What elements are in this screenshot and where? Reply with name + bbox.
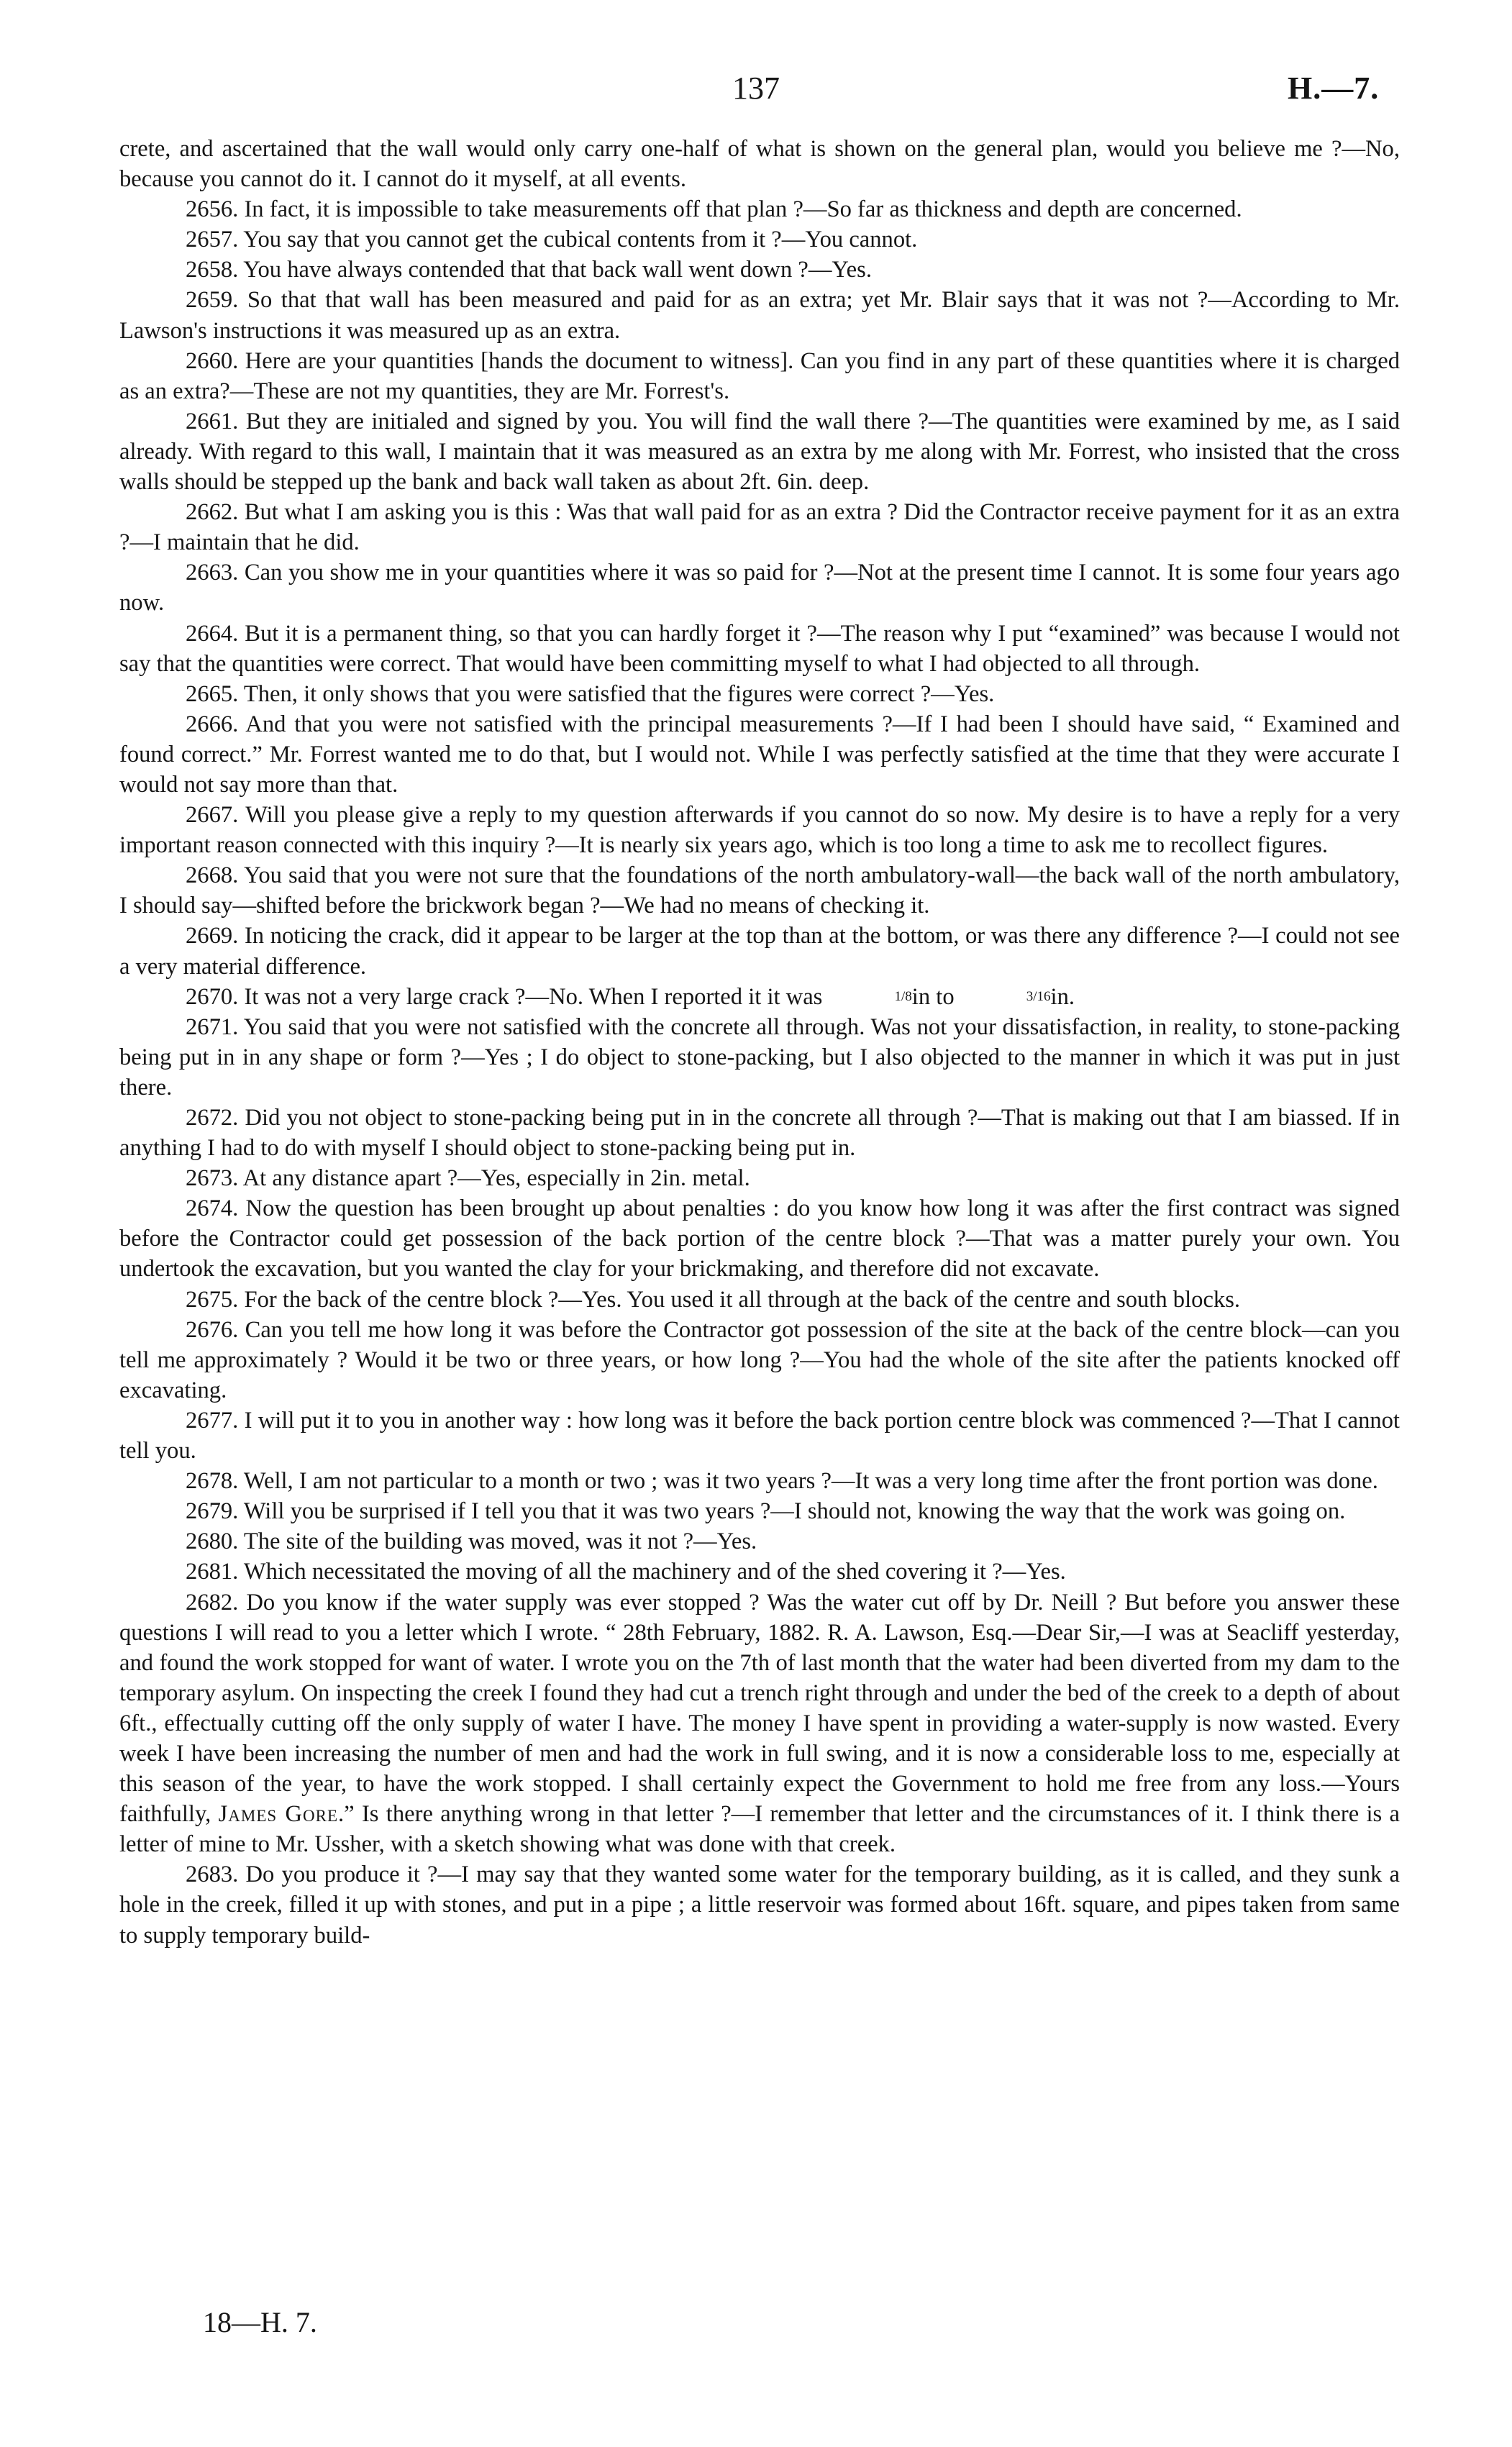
paragraph-2660: 2660. Here are your quantities [hands the document to witness]. Can you find in any part of these quantities where it is charged as an extra?—These are not my quantities, they are Mr. Forrest's. [119,347,1400,404]
paragraph-2679: 2679. Will you be surprised if I tell you that it was two years ?—I should not, knowing the way that the work was going on. [186,1498,1346,1525]
paragraph-2680: 2680. The site of the building was moved, was it not ?—Yes. [186,1528,757,1555]
paragraph-2665: 2665. Then, it only shows that you were satisfied that the figures were correct ?—Yes. [186,680,995,707]
page-body [119,134,1400,1951]
paragraph-2674: 2674. Now the question has been brought up about penalties : do you know how long it was after the first contract was signed before the Contractor could get possession of the back portion of the centre block ?—That was a matter purely your own. You undertook the excavation, but you wanted the clay for your brickmaking, and therefore did not excavate. [119,1195,1400,1282]
paragraph-2681: 2681. Which necessitated the moving of all the machinery and of the shed covering it ?—Yes. [186,1559,1066,1585]
paragraph-2664: 2664. But it is a permanent thing, so that you can hardly forget it ?—The reason why I put “examined” was because I would not say that the quantities were correct. That would have been committing myself to what I had objected to all through. [119,620,1400,677]
fraction-numerator: 3 [1026,988,1034,1004]
paragraph-2657: 2657. You say that you cannot get the cubical contents from it ?—You cannot. [186,227,918,253]
paragraph-2682 [119,1587,1400,1860]
paragraph-2659: 2659. So that that wall has been measured and paid for as an extra; yet Mr. Blair says that it was not ?—According to Mr. Lawson's instructions it was measured up as an extra. [119,287,1400,344]
paragraph-continuation: crete, and ascertained that the wall would only carry one-half of what is shown on the general plan, would you believe me ?—No, because you cannot do it. I cannot do it myself, at all events. [119,136,1400,193]
letter-signature: James Gore [218,1801,339,1828]
page-number: 137 [732,70,780,106]
paragraph-2676: 2676. Can you tell me how long it was before the Contractor got possession of the site at the back of the centre block—can you tell me approximately ? Would it be two or three years, or how long ?—You had the whole of the site after the patients knocked off excavating. [119,1316,1400,1403]
paragraph-2663: 2663. Can you show me in your quantities where it was so paid for ?—Not at the present time I cannot. It is some four years ago now. [119,560,1400,616]
paragraph-2670 [119,982,1400,1012]
paragraph-2668: 2668. You said that you were not sure that the foundations of the north ambulatory-wall—the back wall of the north ambulatory, I should say—shifted before the brickwork began ?—We had no means of checking it. [119,862,1400,919]
paragraph-2662: 2662. But what I am asking you is this : Was that wall paid for as an extra ? Did the Contractor receive payment for it as an extra ?—I maintain that he did. [119,499,1400,556]
fraction-numerator: 1 [894,988,901,1004]
paragraph-2658: 2658. You have always contended that that back wall went down ?—Yes. [186,257,872,283]
fraction-one-eighth: 1/8 [894,988,912,1004]
paragraph-2675: 2675. For the back of the centre block ?—Yes. You used it all through at the back of the centre and south blocks. [186,1286,1241,1313]
paragraph-2667: 2667. Will you please give a reply to my question afterwards if you cannot do so now. My desire is to have a reply for a very important reason connected with this inquiry ?—It is nearly six years ago, which is too long a time to ask me to recollect figures. [119,802,1400,859]
paragraph-2670-suffix: in. [1050,983,1075,1010]
paragraph-2682-before: 2682. Do you know if the water supply was ever stopped ? Was the water cut off by Dr. Neill ? But before you answer these questions I will read to you a letter which I wrote. “ 28th February, 1882. R. A. Lawson, Esq.—Dear Sir,—I was at Seacliff yesterday, and found the work stopped for want of water. I wrote you on the 7th of last month that the water had been diverted from my dam to the temporary asylum. On inspecting the creek I found they had cut a trench right through and under the bed of the creek to a depth of about 6ft., effectually cutting off the only supply of water I have. The money I have spent in providing a water-supply is now wasted. Every week I have been increasing the number of men and had the work in full swing, and it is now a considerable loss to me, especially at this season of the year, to have the work stopped. I shall certainly expect the Government to hold me free from any loss.—Yours faithfully, [119,1589,1400,1828]
fraction-three-sixteenths: 3/16 [1026,988,1051,1004]
paragraph-2677: 2677. I will put it to you in another way : how long was it before the back portion centre block was commenced ?—That I cannot tell you. [119,1407,1400,1464]
document-reference: H.—7. [1288,70,1380,106]
paragraph-2683: 2683. Do you produce it ?—I may say that they wanted some water for the temporary building, as it is called, and they sunk a hole in the creek, filled it up with stones, and put in a pipe ; a little reservoir was formed about 16ft. square, and pipes taken from same to supply temporary build- [119,1862,1400,1949]
paragraph-2669: 2669. In noticing the crack, did it appear to be larger at the top than at the bottom, or was there any difference ?—I could not see a very material difference. [119,923,1400,980]
paragraph-2656: 2656. In fact, it is impossible to take measurements off that plan ?—So far as thickness and depth are concerned. [186,196,1242,223]
fraction-denominator: 8 [905,988,912,1004]
paragraph-2682-after: .” Is there anything wrong in that letter ?—I remember that letter and the circumstances of it. I think there is a letter of mine to Mr. Ussher, with a sketch showing what was done with that creek. [119,1801,1400,1858]
paragraph-2671: 2671. You said that you were not satisfied with the concrete all through. Was not your dissatisfaction, in reality, to stone-packing being put in in any shape or form ?—Yes ; I do object to stone-packing, but I also objected to the manner in which it was put in just there. [119,1013,1400,1101]
paragraph-2673: 2673. At any distance apart ?—Yes, especially in 2in. metal. [186,1165,750,1192]
paragraph-2678: 2678. Well, I am not particular to a month or two ; was it two years ?—It was a very long time after the front portion was done. [186,1468,1378,1495]
paragraph-2670-prefix: 2670. It was not a very large crack ?—No. When I reported it it was [186,983,829,1010]
paragraph-2672: 2672. Did you not object to stone-packing being put in in the concrete all through ?—That is making out that I am biassed. If in anything I had to do with myself I should object to stone-packing being put in. [119,1105,1400,1162]
paragraph-2661: 2661. But they are initialed and signed by you. You will find the wall there ?—The quantities were examined by me, as I said already. With regard to this wall, I maintain that it was measured as an extra by me along with Mr. Forrest, who insisted that the cross walls should be stepped up the bank and back wall taken as about 2ft. 6in. deep. [119,408,1400,496]
paragraph-2666: 2666. And that you were not satisfied with the principal measurements ?—If I had been I should have said, “ Examined and found correct.” Mr. Forrest wanted me to do that, but I would not. While I was perfectly satisfied at the time that they were accurate I would not say more than that. [119,711,1400,798]
footer-signature-mark: 18—H. 7. [203,2306,317,2338]
paragraph-2670-middle: in to [911,983,960,1010]
fraction-denominator: 16 [1037,988,1051,1004]
